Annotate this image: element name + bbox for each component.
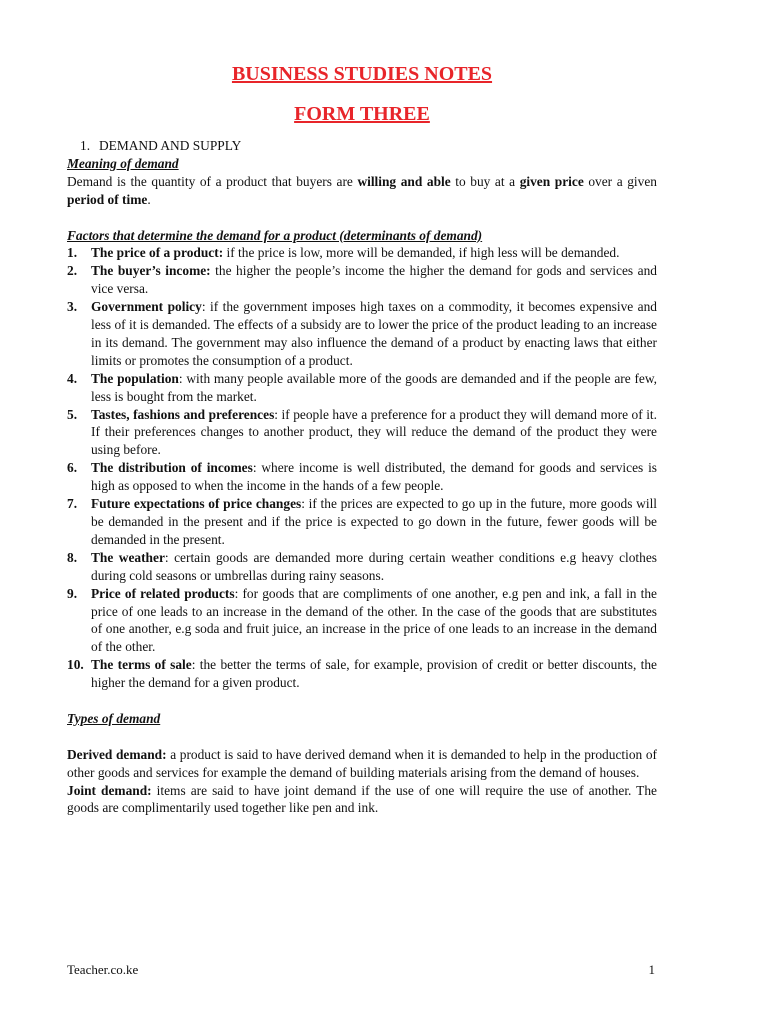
factor-text: : the better the terms of sale, for example, provision of credit or better discounts, the higher the demand for a given product. xyxy=(91,657,657,691)
types-heading: Types of demand xyxy=(67,710,161,726)
demand-type xyxy=(67,746,657,782)
section-title: DEMAND AND SUPPLY xyxy=(99,138,242,153)
factor-term: The buyer’s income: xyxy=(91,263,211,279)
factor-term: Tastes, fashions and preferences xyxy=(91,406,275,422)
factor-number: 10. xyxy=(67,657,84,673)
factor-term: The population xyxy=(91,370,179,386)
factor-item xyxy=(67,406,657,460)
factor-number: 3. xyxy=(67,299,78,315)
factor-item xyxy=(67,298,657,370)
factors-heading: Factors that determine the demand for a product (determinants of demand) xyxy=(67,227,483,243)
factor-text: : if the government imposes high taxes on a commodity, it becomes expensive and less of it is demanded. The effects of a subsidy are to lower the price of the product leading to an increase in its demand. The government may also influence the demand of a product by enacting laws that either limits or promotes the consumption of a product. xyxy=(91,299,657,368)
factor-item xyxy=(67,370,657,406)
factor-number: 1. xyxy=(67,245,78,261)
factor-term: Government policy xyxy=(91,299,202,315)
factors-list xyxy=(67,244,657,692)
factor-number: 4. xyxy=(67,370,78,386)
document-page xyxy=(67,0,657,1024)
factor-term: The price of a product: xyxy=(91,245,224,261)
meaning-heading: Meaning of demand xyxy=(67,155,179,171)
factor-text: : if the prices are expected to go up in the future, more goods will be demanded in the present and if the price is expected to go down in the future, fewer goods will be demanded in the present. xyxy=(91,496,658,547)
factor-item xyxy=(67,585,657,657)
factor-text: : certain goods are demanded more during certain weather conditions e.g heavy clothes during cold seasons or umbrellas during rainy seasons. xyxy=(91,549,658,583)
factor-text: : with many people available more of the goods are demanded and if the people are few, less is bought from the market. xyxy=(91,370,657,404)
demand-type xyxy=(67,782,657,818)
meaning-key-term: willing and able xyxy=(357,173,451,189)
document-subtitle: FORM THREE xyxy=(294,103,430,125)
factor-text: : for goods that are compliments of one another, e.g pen and ink, a fall in the price of one leads to an increase in the demand of the other. In the case of the goods that are substitutes of one another, e.g soda and fruit juice, an increase in the price of one leads to an increase in the demand of the other. xyxy=(91,585,657,655)
types-list xyxy=(67,746,657,818)
factor-term: The distribution of incomes xyxy=(91,460,253,476)
document-body xyxy=(67,137,657,817)
demand-type-text: a product is said to have derived demand when it is demanded to help in the production of other goods and services for example the demand of building materials arising from the demand of houses. xyxy=(67,746,657,780)
demand-type-term: Joint demand: xyxy=(67,782,152,798)
factor-item xyxy=(67,459,657,495)
demand-type-term: Derived demand: xyxy=(67,746,167,762)
factor-item xyxy=(67,549,657,585)
meaning-text: to buy at a xyxy=(450,173,520,189)
factor-text: : where income is well distributed, the demand for goods and services is high as opposed to when the income in the hands of a few people. xyxy=(91,460,657,494)
page-number: 1 xyxy=(648,962,655,977)
meaning-text: Demand is the quantity of a product that buyers are xyxy=(67,173,358,189)
factor-number: 8. xyxy=(67,549,78,565)
meaning-paragraph xyxy=(67,173,657,209)
factor-text: if the price is low, more will be demanded, if high less will be demanded. xyxy=(223,245,620,261)
factor-text: : if people have a preference for a product they will demand more of it. If their preferences changes to another product, they will reduce the demand of the product they were using before. xyxy=(91,406,657,458)
section-heading xyxy=(80,137,657,155)
meaning-key-term: given price xyxy=(519,173,584,189)
factor-term: The weather xyxy=(91,549,165,565)
meaning-key-term: period of time xyxy=(67,191,148,207)
section-number: 1. xyxy=(80,138,91,153)
factor-number: 9. xyxy=(67,585,78,601)
factor-term: Future expectations of price changes xyxy=(91,496,302,512)
meaning-text: over a given xyxy=(583,173,657,189)
document-title: BUSINESS STUDIES NOTES xyxy=(231,63,493,85)
factor-item xyxy=(67,656,657,692)
factor-number: 5. xyxy=(67,406,78,422)
footer-site: Teacher.co.ke xyxy=(67,962,139,977)
meaning-text: . xyxy=(147,191,151,207)
factor-term: Price of related products xyxy=(91,585,235,601)
factor-item xyxy=(67,495,657,549)
factor-text: the higher the people’s income the higher the demand for gods and services and vice versa. xyxy=(91,263,657,297)
factor-number: 6. xyxy=(67,460,78,476)
factor-item xyxy=(67,244,657,262)
factor-term: The terms of sale xyxy=(91,657,192,673)
factor-item xyxy=(67,262,657,298)
factor-number: 7. xyxy=(67,496,78,512)
demand-type-text: items are said to have joint demand if the use of one will require the use of another. The goods are complimentarily used together like pen and ink. xyxy=(67,782,657,816)
factor-number: 2. xyxy=(67,263,78,279)
